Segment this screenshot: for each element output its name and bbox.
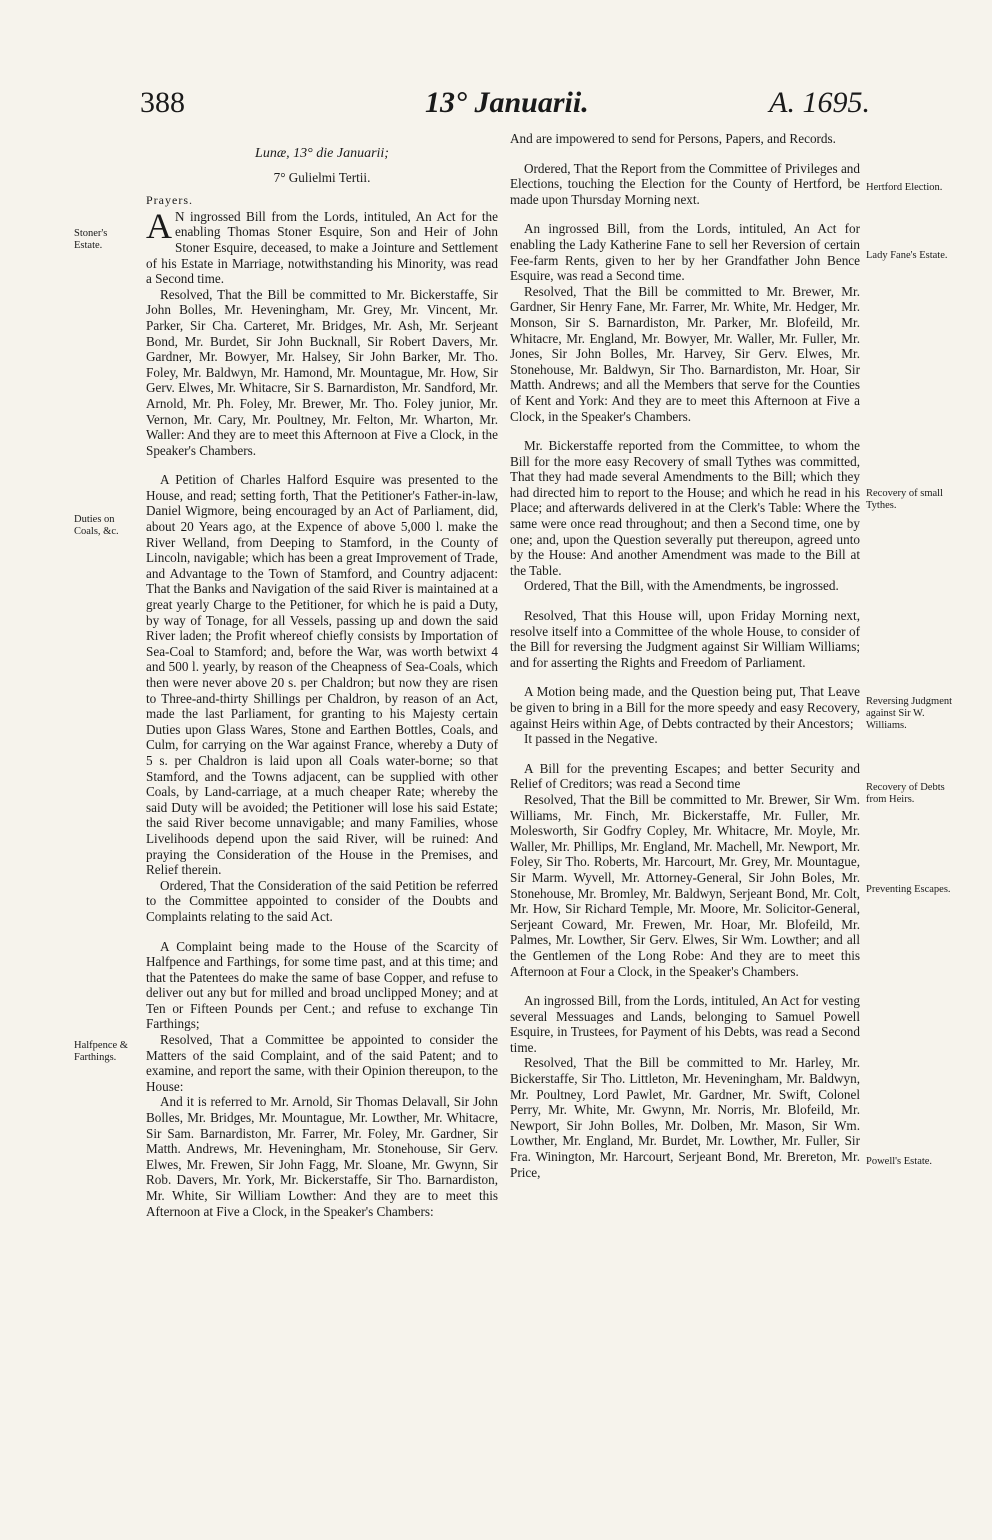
- halfpence-referred: And it is referred to Mr. Arnold, Sir Thomas Delavall, Sir John Bolles, Mr. Bridges, Mr. Mountague, Mr. Lowther, Mr. Whitacre, Sir Sam. Barnardiston, Mr. Farrer, Mr. Foley, Mr. Gardner, Sir Matth. Andrews, Mr. Heveningham, Mr. Stonehouse, Sir Gerv. Elwes, Mr. Frewen, Sir John Fagg, Mr. Sloane, Mr. Gwynn, Sir Rob. Davers, Mr. York, Mr. Bickerstaffe, Sir Tho. Barnardiston, Mr. White, Sir William Lowther: And they are to meet this Afternoon at Five a Clock, in the Speaker's Chambers:: [146, 1094, 498, 1219]
- right-column: [510, 131, 860, 1180]
- heirs-result: It passed in the Negative.: [524, 731, 658, 747]
- margin-note-tythes: Recovery of small Tythes.: [866, 488, 943, 511]
- powell-bill: An ingrossed Bill, from the Lords, intituled, An Act for vesting several Messuages and Lands, belonging to Samuel Powell Esquire, in Trustees, for Payment of his Debts, was read a Second time.: [510, 993, 860, 1055]
- day-line: Lunæ, 13° die Januarii;: [255, 146, 389, 161]
- tythes-report: Mr. Bickerstaffe reported from the Committee, to whom the Bill for the more easy Recovery of small Tythes was committed, That they had made several Amendments to the Bill; which they had directed him to report to the House; and which he read in his Place; and afterwards delivered in at the Clerk's Table: Where the same were once read throughout; and then a Second time, one by one; and, upon the Question severally put thereupon, agreed unto by the House: And another Amendment was made to the Bill at the Table.: [510, 438, 860, 578]
- heirs-motion: A Motion being made, and the Question being put, That Leave be given to bring in a Bill for the more speedy and easy Recovery, against Heirs within Age, of Debts contracted by their Ancestors;: [510, 684, 860, 731]
- fane-bill: An ingrossed Bill, from the Lords, intituled, An Act for enabling the Lady Katherine Fane to sell her Reversion of certain Fee-farm Rents, given to her by her Grandfather John Bence Esquire, was read a Second time.: [510, 221, 860, 284]
- escapes-bill: A Bill for the preventing Escapes; and better Security and Relief of Creditors; was read a Second time: [510, 760, 860, 792]
- continuation: And are impowered to send for Persons, Papers, and Records.: [510, 131, 836, 146]
- page-number: 388: [140, 86, 185, 119]
- drop-cap: A: [146, 205, 172, 246]
- escapes-resolved: Resolved, That the Bill be committed to Mr. Brewer, Sir Wm. Williams, Mr. Finch, Mr. Bickerstaffe, Mr. Fuller, Mr. Molesworth, Sir Godfry Copley, Mr. Whitacre, Mr. Moyle, Mr. Waller, Mr. Phillips, Mr. England, Mr. Machell, Mr. Newport, Mr. Foley, Sir Tho. Roberts, Mr. Harcourt, Mr. Grey, Mr. Mountague, Sir Marm. Wyvell, Mr. Attorney-General, Sir John Boles, Mr. Stonehouse, Mr. Bromley, Mr. Baldwyn, Serjeant Bond, Mr. Colt, Mr. How, Sir Richard Temple, Mr. Moore, Mr. Solicitor-General, Serjeant Coward, Mr. Frewen, Mr. Hoar, Mr. Blofeild, Mr. Palmes, Mr. Lowther, Sir Gerv. Elwes, Sir Wm. Lowther; and all the Gentlemen of the Long Robe: And they are to meet this Afternoon at Four a Clock, in the Speaker's Chambers.: [510, 791, 860, 979]
- margin-note-fane: Lady Fane's Estate.: [866, 250, 948, 261]
- left-column: [146, 136, 498, 1219]
- margin-note-powell: Powell's Estate.: [866, 1156, 933, 1167]
- halford-ordered: Ordered, That the Consideration of the said Petition be referred to the Committee appointed to consider of the Doubts and Complaints relating to the said Act.: [146, 877, 498, 924]
- halfpence-resolved: Resolved, That a Committee be appointed to consider the Matters of the said Complaint, and of the said Patent; and to examine, and report the same, with their Opinion thereupon, to the House:: [146, 1032, 498, 1094]
- stoner-bill: [146, 205, 498, 287]
- prayers-heading: Prayers.: [146, 193, 193, 208]
- stoner-resolved: Resolved, That the Bill be committed to Mr. Bickerstaffe, Sir John Bolles, Mr. Heveningham, Mr. Grey, Mr. Vincent, Mr. Parker, Sir Cha. Carteret, Mr. Bridges, Mr. Ash, Mr. Serjeant Bond, Mr. Burdet, Sir John Bucknall, Sir Robert Davers, Mr. Gardner, Mr. Bowyer, Mr. Halsey, Sir John Barker, Mr. Tho. Foley, Mr. Baldwyn, Mr. Hamond, Mr. Mountague, Mr. How, Sir Gerv. Elwes, Mr. Whitacre, Sir S. Barnardiston, Mr. Sandford, Mr. Arnold, Mr. Ph. Foley, Mr. Brewer, Mr. Tho. Foley junior, Mr. Vernon, Mr. Cary, Mr. Poultney, Mr. Felton, Mr. Wharton, Mr. Waller: And they are to meet this Afternoon at Five a Clock, in the Speaker's Chambers.: [146, 286, 498, 458]
- running-header: [140, 72, 870, 118]
- margin-note-escapes: Preventing Escapes.: [866, 884, 951, 895]
- margin-note-duties: Duties on Coals, &c.: [74, 514, 119, 537]
- header-year: A. 1695.: [769, 86, 870, 119]
- margin-note-williams: Reversing Judgment against Sir W. Williams.: [866, 696, 953, 731]
- halfpence-complaint: A Complaint being made to the House of the Scarcity of Halfpence and Farthings, for some time past, and at this time; and that the Patentees do make the same of base Copper, and refuse to deliver out any but for milled and broad unclipped Money; and at Ten or Fifteen Pounds per Cent.; and refuse to exchange Tin Farthings;: [146, 938, 498, 1032]
- powell-resolved: Resolved, That the Bill be committed to Mr. Harley, Mr. Bickerstaffe, Sir Tho. Littleton, Mr. Heveningham, Mr. Baldwyn, Mr. Poultney, Lord Pawlet, Mr. Gardner, Mr. Swift, Colonel Perry, Mr. White, Mr. Gwynn, Mr. Norris, Mr. Blofeild, Mr. Newport, Sir John Bolles, Mr. Dolben, Mr. Mason, Sir Wm. Lowther, Mr. England, Mr. Burdet, Mr. Lowther, Mr. Fuller, Sir Fra. Winington, Mr. Harcourt, Serjeant Bond, Mr. Brereton, Mr. Price,: [510, 1055, 860, 1180]
- regnal-year: 7° Gulielmi Tertii.: [273, 169, 371, 185]
- halford-petition: A Petition of Charles Halford Esquire was presented to the House, and read; setting forth, That the Petitioner's Father-in-law, Daniel Wigmore, being encouraged by an Act of Parliament, did, about 20 Years ago, at the Expence of above 5,000 l. make the River Welland, from Deeping to Stamford, in the County of Lincoln, navigable; which has been a great Improvement of Trade, and Advantage to the Town of Stamford, and Country adjacent: That the Banks and Navigation of the said River is maintained at a great yearly Charge to the Petitioner, for which he is paid a Duty, by way of Tonage, for all Vessels, passing up and down the said River laden; the Profit whereof chiefly consists by Importation of Sea-Coal to Stamford; and, before the War, was worth betwixt 4 and 500 l. yearly, by reason of the Cheapness of Sea-Coals, which then were never above 20 s. per Chaldron; but now they are risen to Three-and-thirty Shillings per Chaldron, by reason of an Act, made the last Parliament, for granting to his Majesty certain Duties upon Glass Wares, Stone and Earthen Bottles, Coals, and Culm, for carrying on the War against France, whereby a Duty of 5 s. per Chaldron is laid upon all Coals water-borne; so that Stamford, and the Towns adjacent, can be supplied with other Coals, by Land-carriage, at a much cheaper Rate; whereby the said Duty will be avoided; the Petitioner will lose his said Estate; the said River become unnavigable; and many Families, whose Livelihoods depend upon the said River, will be ruined: And praying the Consideration of the House in the Premises, and Relief therein.: [146, 472, 498, 878]
- stoner-bill-text: N ingrossed Bill from the Lords, intituled, An Act for the enabling Thomas Stoner Esquire, Son and Heir of John Stoner Esquire, deceased, to make a Jointure and Settlement of his Estate in Marriage, notwithstanding his Minority, was read a Second time.: [146, 208, 498, 287]
- header-date: 13° Januarii.: [425, 86, 589, 119]
- margin-note-hertford: Hertford Election.: [866, 182, 943, 193]
- hertford-order: Ordered, That the Report from the Committee of Privileges and Elections, touching the Election for the County of Hertford, be made upon Thursday Morning next.: [510, 160, 860, 207]
- margin-note-stoner: Stoner's Estate.: [74, 228, 108, 251]
- fane-resolved: Resolved, That the Bill be committed to Mr. Brewer, Mr. Gardner, Sir Henry Fane, Mr. Farrer, Mr. White, Mr. Hedger, Mr. Monson, Sir S. Barnardiston, Mr. Parker, Mr. Blofeild, Mr. Whitacre, Mr. England, Mr. Bowyer, Mr. Waller, Mr. Fuller, Mr. Jones, Sir John Bolles, Mr. Harvey, Sir Gerv. Elwes, Mr. Stonehouse, Mr. Baldwyn, Sir Tho. Barnardiston, Mr. Hoar, Sir Matth. Andrews; and all the Members that serve for the Counties of Kent and York: And they are to meet this Afternoon at Five a Clock, in the Speaker's Chambers.: [510, 283, 860, 424]
- margin-note-heirs: Recovery of Debts from Heirs.: [866, 782, 945, 805]
- tythes-ordered: Ordered, That the Bill, with the Amendments, be ingrossed.: [524, 578, 839, 594]
- margin-note-halfpence: Halfpence & Farthings.: [74, 1040, 128, 1063]
- williams-resolved: Resolved, That this House will, upon Friday Morning next, resolve itself into a Committee of the whole House, to consider of the Bill for reversing the Judgment against Sir William Williams; and for asserting the Rights and Freedom of Parliament.: [510, 608, 860, 670]
